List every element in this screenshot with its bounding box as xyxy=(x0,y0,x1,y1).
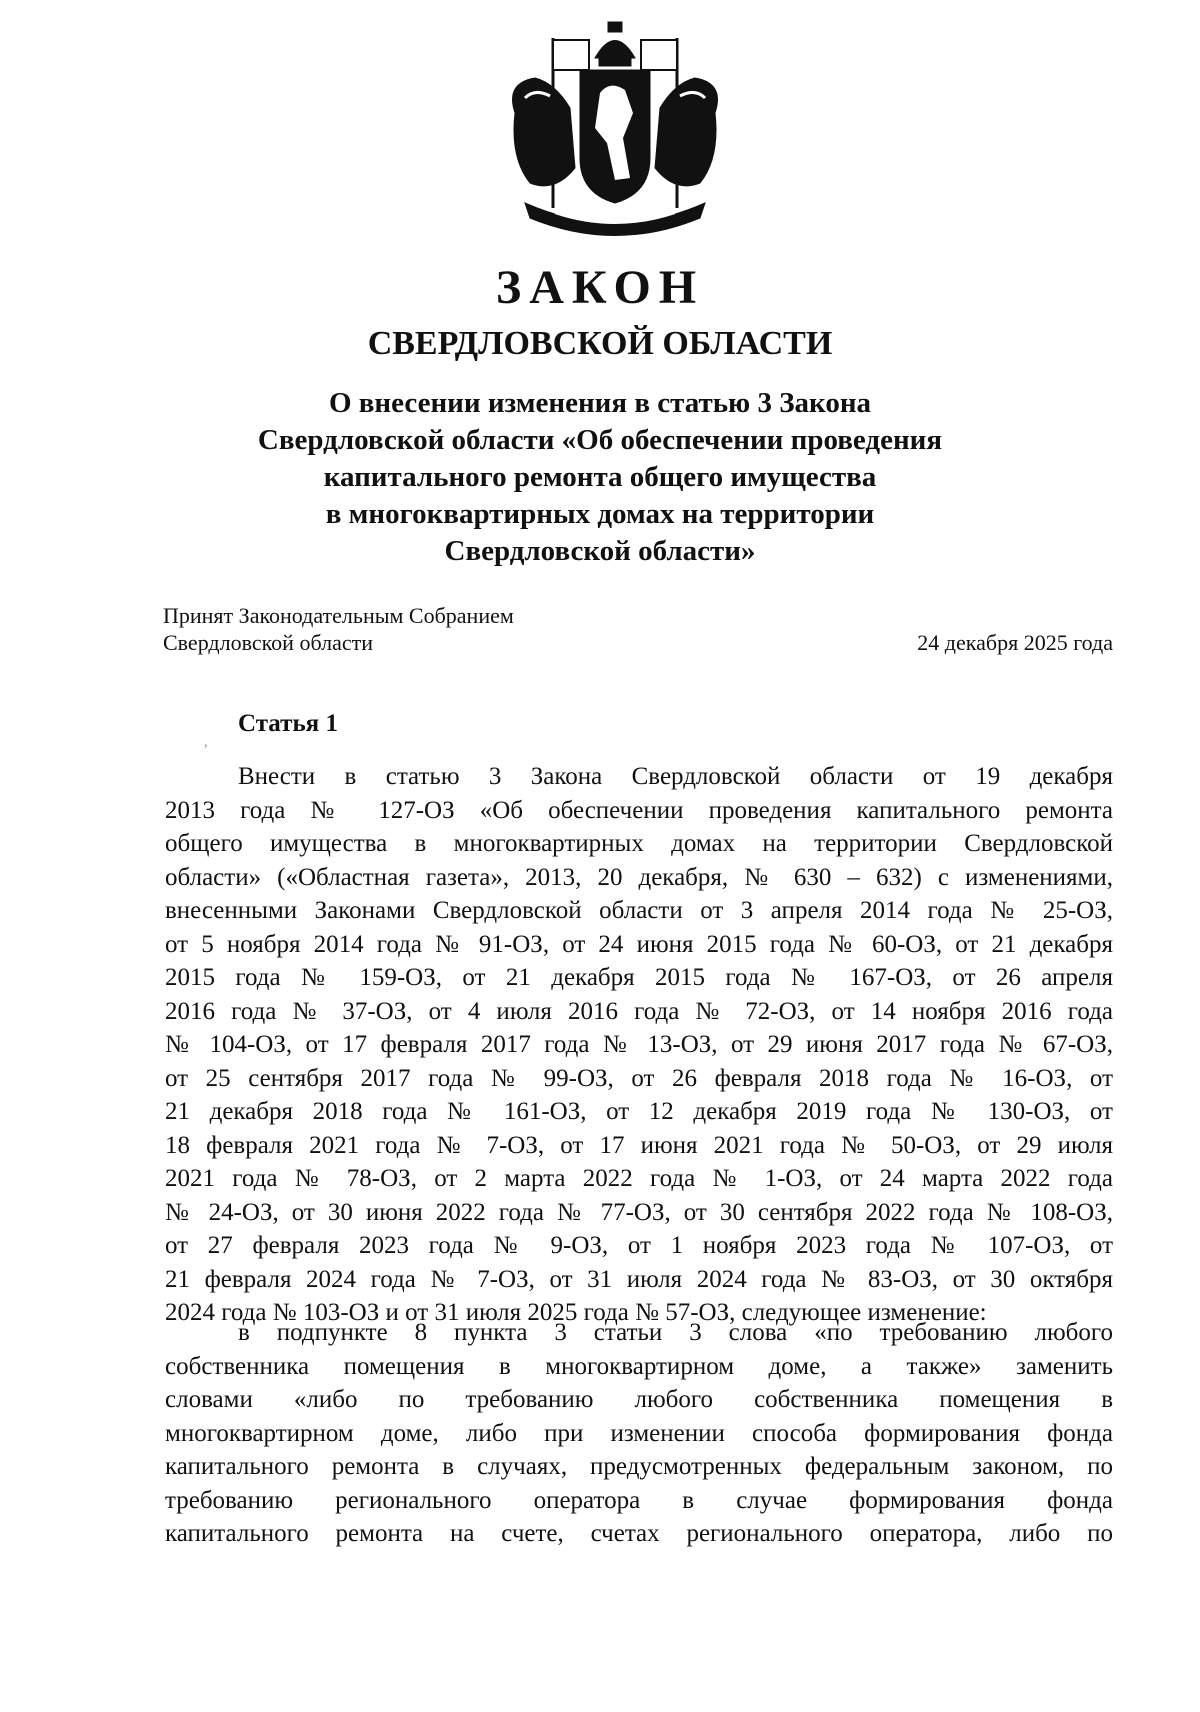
paragraph-line: 21 февраля 2024 года № 7-ОЗ, от 31 июля 2024 года № 83-ОЗ, от 30 октября xyxy=(165,1265,1113,1293)
law-name-line: Свердловской области» xyxy=(444,535,756,567)
paragraph-line: № 104-ОЗ, от 17 февраля 2017 года № 13-ОЗ, от 29 июня 2017 года № 67-ОЗ, xyxy=(165,1031,1113,1058)
paragraph-2 xyxy=(165,1316,1113,1551)
region-title: СВЕРДЛОВСКОЙ ОБЛАСТИ xyxy=(367,325,833,362)
paragraph-line: собственника помещения в многоквартирном доме, а также» заменить xyxy=(165,1352,1113,1380)
law-name-line: О внесении изменения в статью 3 Закона xyxy=(328,387,872,419)
adopted-by-line: Принят Законодательным Собранием xyxy=(163,603,514,628)
paragraph-line: в подпункте 8 пункта 3 статьи 3 слова «по требованию любого xyxy=(238,1319,1113,1346)
adoption-block xyxy=(163,602,1113,656)
margin-mark: , xyxy=(204,735,208,750)
paragraph-line: Внести в статью 3 Закона Свердловской области от 19 декабря xyxy=(238,763,1113,790)
law-name-line: Свердловской области «Об обеспечении проведения xyxy=(257,424,943,456)
paragraph-line: 2015 года № 159-ОЗ, от 21 декабря 2015 года № 167-ОЗ, от 26 апреля xyxy=(165,964,1113,991)
paragraph-line: 2024 года № 103-ОЗ и от 31 июля 2025 года № 57-ОЗ, следующее изменение: xyxy=(165,1299,987,1326)
paragraph-line: капитального ремонта в случаях, предусмотренных федеральным законом, по xyxy=(165,1453,1113,1480)
law-name-line: капитального ремонта общего имущества xyxy=(323,461,877,493)
paragraph-line: внесенными Законами Свердловской области от 3 апреля 2014 года № 25-ОЗ, xyxy=(165,897,1113,924)
paragraph-line: № 24-ОЗ, от 30 июня 2022 года № 77-ОЗ, от 30 сентября 2022 года № 108-ОЗ, xyxy=(165,1198,1113,1226)
coat-of-arms-icon xyxy=(495,18,735,243)
paragraph-line: 18 февраля 2021 года № 7-ОЗ, от 17 июня 2021 года № 50-ОЗ, от 29 июля xyxy=(165,1131,1113,1159)
paragraph-line: общего имущества в многоквартирных домах на территории Свердловской xyxy=(165,830,1113,857)
paragraph-line: 2013 года № 127-ОЗ «Об обеспечении проведения капитального ремонта xyxy=(165,796,1113,824)
article-heading: Статья 1 xyxy=(238,710,338,737)
paragraph-line: 2021 года № 78-ОЗ, от 2 марта 2022 года № 1-ОЗ, от 24 марта 2022 года xyxy=(165,1165,1113,1192)
law-name xyxy=(200,385,1000,570)
paragraph-line: 2016 года № 37-ОЗ, от 4 июля 2016 года № 72-ОЗ, от 14 ноября 2016 года xyxy=(165,997,1113,1025)
paragraph-1 xyxy=(165,760,1113,1330)
law-name-line: в многоквартирных домах на территории xyxy=(325,498,875,530)
paragraph-line: словами «либо по требованию любого собственника помещения в xyxy=(165,1386,1113,1413)
document-title: ЗАКОН xyxy=(495,261,705,314)
paragraph-line: требованию регионального оператора в случае формирования фонда xyxy=(165,1486,1113,1514)
adoption-date: 24 декабря 2025 года xyxy=(917,630,1113,655)
paragraph-line: от 5 ноября 2014 года № 91-ОЗ, от 24 июня 2015 года № 60-ОЗ, от 21 декабря xyxy=(165,930,1113,958)
adopted-by-line: Свердловской области xyxy=(163,630,373,655)
paragraph-line: области» («Областная газета», 2013, 20 декабря, № 630 – 632) с изменениями, xyxy=(165,863,1113,891)
paragraph-line: капитального ремонта на счете, счетах регионального оператора, либо по xyxy=(165,1520,1113,1547)
paragraph-line: многоквартирном доме, либо при изменении способа формирования фонда xyxy=(165,1419,1113,1447)
paragraph-line: от 27 февраля 2023 года № 9-ОЗ, от 1 ноября 2023 года № 107-ОЗ, от xyxy=(165,1232,1113,1259)
paragraph-line: 21 декабря 2018 года № 161-ОЗ, от 12 декабря 2019 года № 130-ОЗ, от xyxy=(165,1098,1113,1125)
paragraph-line: от 25 сентября 2017 года № 99-ОЗ, от 26 февраля 2018 года № 16-ОЗ, от xyxy=(165,1064,1113,1092)
